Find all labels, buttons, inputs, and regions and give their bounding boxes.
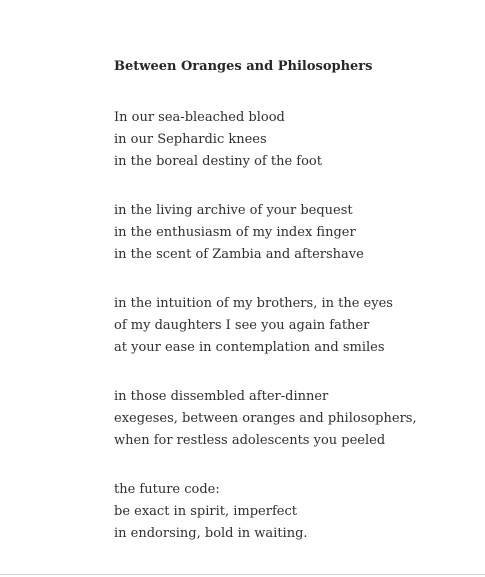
poem-line: in the boreal destiny of the foot xyxy=(114,154,322,169)
poem-line: In our sea-bleached blood xyxy=(114,110,285,125)
poem-line: in the enthusiasm of my index finger xyxy=(114,225,356,240)
poem-line: in the intuition of my brothers, in the eyes xyxy=(114,296,393,311)
poem-line: the future code: xyxy=(114,482,220,497)
poem-line: exegeses, between oranges and philosophers, xyxy=(114,411,417,426)
stanza-3 xyxy=(114,293,474,359)
poem-line: in our Sephardic knees xyxy=(114,132,267,147)
poem-title: Between Oranges and Philosophers xyxy=(114,59,373,74)
stanza-1 xyxy=(114,107,474,173)
stanza-4 xyxy=(114,386,474,452)
poem-line: in endorsing, bold in waiting. xyxy=(114,526,308,541)
poem-line: in the scent of Zambia and aftershave xyxy=(114,247,364,262)
poem xyxy=(114,58,474,572)
poem-line: in the living archive of your bequest xyxy=(114,203,353,218)
poem-line: when for restless adolescents you peeled xyxy=(114,433,386,448)
stanza-2 xyxy=(114,200,474,266)
poem-line: of my daughters I see you again father xyxy=(114,318,370,333)
page-divider xyxy=(0,574,485,575)
stanza-5 xyxy=(114,479,474,545)
poem-line: at your ease in contemplation and smiles xyxy=(114,340,385,355)
poem-line: be exact in spirit, imperfect xyxy=(114,504,297,519)
poem-line: in those dissembled after-dinner xyxy=(114,389,329,404)
